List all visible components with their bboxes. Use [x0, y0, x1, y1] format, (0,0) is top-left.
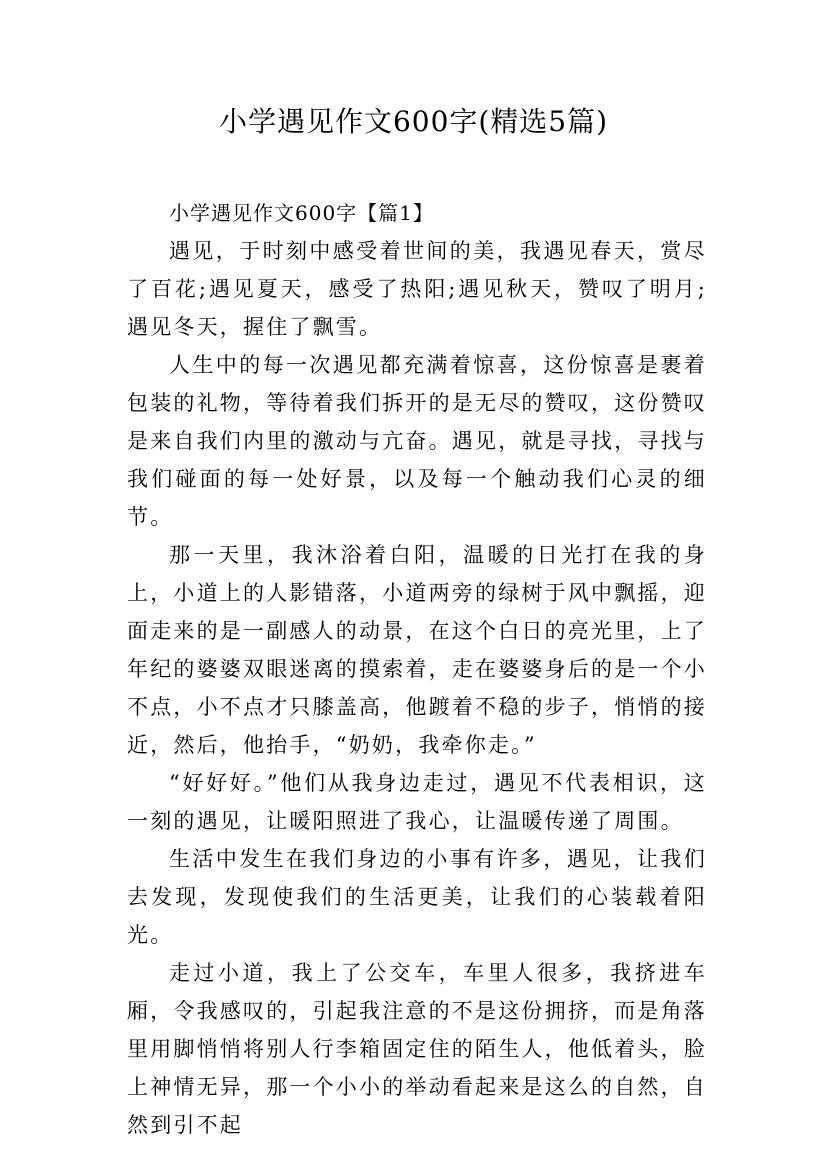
paragraph: 那一天里，我沐浴着白阳，温暖的日光打在我的身上，小道上的人影错落，小道两旁的绿树于风中飘摇，迎面走来的是一副感人的动景，在这个白日的亮光里，上了年纪的婆婆双眼迷离的摸索着，走在婆婆身后的是一个小不点，小不点才只膝盖高，他踱着不稳的步子，悄悄的接近，然后，他抬手，“奶奶，我牵你走。” [127, 543, 707, 757]
section-heading: 小学遇见作文600字【篇1】 [169, 201, 434, 225]
document-title: 小学遇见作文600字(精选5篇) [218, 105, 609, 138]
paragraph: “好好好。”他们从我身边走过，遇见不代表相识，这一刻的遇见，让暖阳照进了我心，让温暖传递了周围。 [127, 771, 707, 833]
paragraph: 走过小道，我上了公交车，车里人很多，我挤进车厢，令我感叹的，引起我注意的不是这份拥挤，而是角落里用脚悄悄将别人行李箱固定住的陌生人，他低着头，脸上神情无异，那一个小小的举动看起来是这么的自然，自然到引不起 [127, 961, 707, 1137]
paragraph: 人生中的每一次遇见都充满着惊喜，这份惊喜是裹着包装的礼物，等待着我们拆开的是无尽的赞叹，这份赞叹是来自我们内里的激动与亢奋。遇见，就是寻找，寻找与我们碰面的每一处好景，以及每一个触动我们心灵的细节。 [127, 353, 707, 529]
document-body [127, 194, 707, 1144]
paragraph: 遇见，于时刻中感受着世间的美，我遇见春天，赏尽了百花;遇见夏天，感受了热阳;遇见秋天，赞叹了明月;遇见冬天，握住了飘雪。 [127, 239, 707, 339]
paragraph: 生活中发生在我们身边的小事有许多，遇见，让我们去发现，发现使我们的生活更美，让我们的心装载着阳光。 [127, 847, 707, 947]
